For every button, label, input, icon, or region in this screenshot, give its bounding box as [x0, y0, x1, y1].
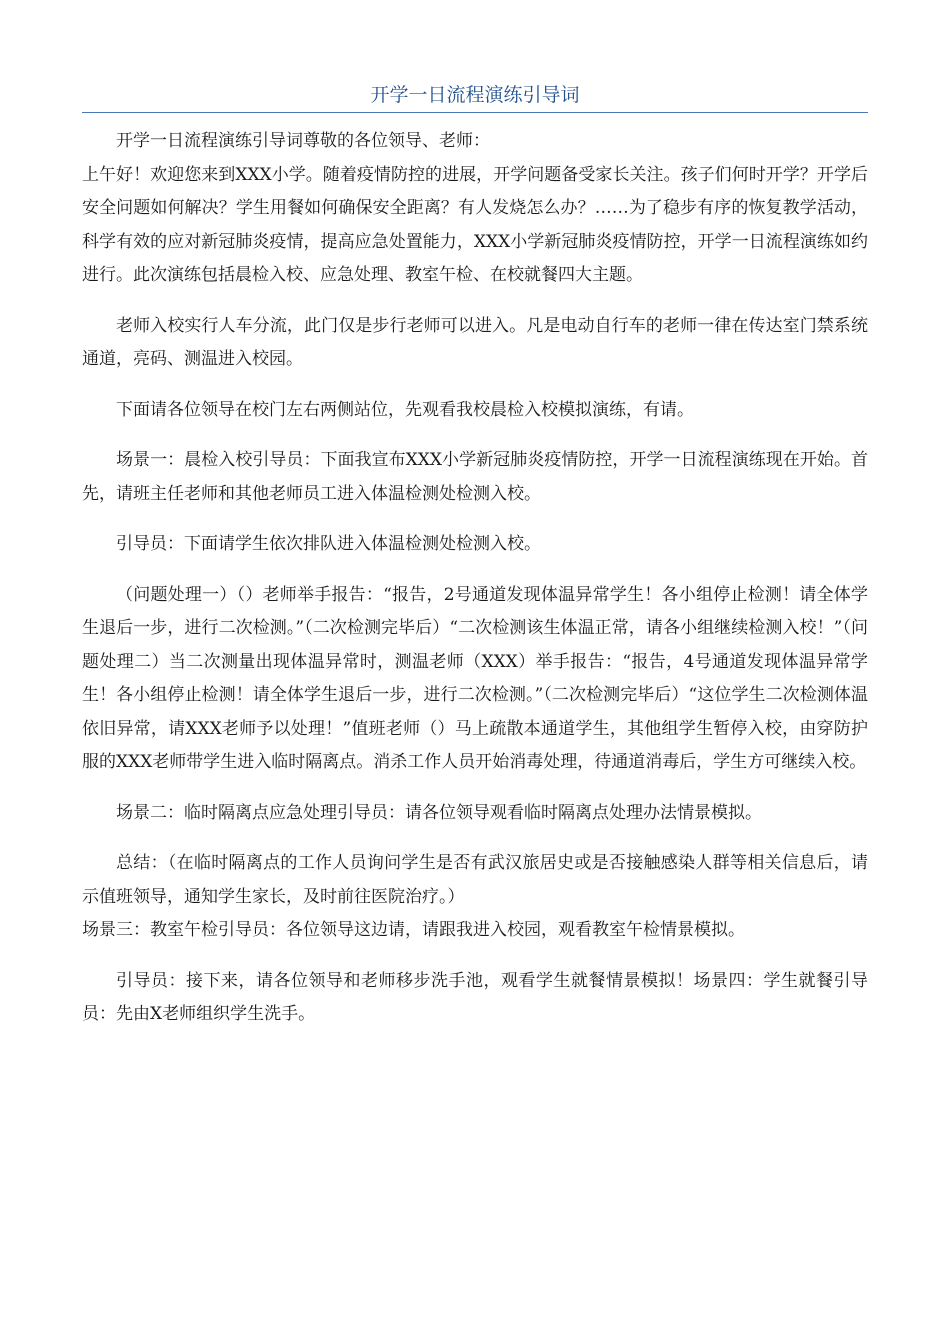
paragraph-scene-one: 场景一：晨检入校引导员：下面我宣布XXX小学新冠肺炎疫情防控，开学一日流程演练现在开始。首先，请班主任老师和其他老师员工进入体温检测处检测入校。	[82, 450, 868, 504]
document-page	[82, 78, 868, 1032]
paragraph-summary: 总结：（在临时隔离点的工作人员询问学生是否有武汉旅居史或是否接触感染人群等相关信息后，请示值班领导，通知学生家长，及时前往医院治疗。）	[82, 853, 868, 907]
paragraph-scene-four: 引导员：接下来，请各位领导和老师移步洗手池，观看学生就餐情景模拟！场景四：学生就餐引导员：先由X老师组织学生洗手。	[82, 970, 868, 1024]
paragraph-scene-three: 场景三：教室午检引导员：各位领导这边请，请跟我进入校园，观看教室午检情景模拟。	[82, 920, 745, 940]
paragraph-teacher-entry: 老师入校实行人车分流，此门仅是步行老师可以进入。凡是电动自行车的老师一律在传达室门禁系统通道，亮码、测温进入校园。	[82, 315, 868, 369]
paragraph-salutation: 开学一日流程演练引导词尊敬的各位领导、老师：	[116, 131, 490, 151]
paragraph-scene-two: 场景二：临时隔离点应急处理引导员：请各位领导观看临时隔离点处理办法情景模拟。	[116, 802, 762, 823]
paragraph-guide-students: 引导员：下面请学生依次排队进入体温检测处检测入校。	[116, 534, 541, 554]
paragraph-problem-handling: （问题处理一）（）老师举手报告：“报告，2号通道发现体温异常学生！各小组停止检测！请全体学生退后一步，进行二次检测。”（二次检测完毕后）“二次检测该生体温正常，请各小组继续检测入校！”（问题处理二）当二次测量出现体温异常时，测温老师（XXX）举手报告：“报告，4号通道发现体温异常学生！各小组停止检测！请全体学生退后一步，进行二次检测。”（二次检测完毕后）“这位学生二次检测体温依旧异常，请XXX老师予以处理！”值班老师（）马上疏散本通道学生，其他组学生暂停入校，由穿防护服的XXX老师带学生进入临时隔离点。消杀工作人员开始消毒处理，待通道消毒后，学生方可继续入校。	[82, 584, 868, 772]
document-title: 开学一日流程演练引导词	[82, 78, 868, 113]
paragraph-welcome: 上午好！欢迎您来到XXX小学。随着疫情防控的进展，开学问题备受家长关注。孩子们何时开学？开学后安全问题如何解决？学生用餐如何确保安全距离？有人发烧怎么办？……为了稳步有序的恢复教学活动，科学有效的应对新冠肺炎疫情，提高应急处置能力，XXX小学新冠肺炎疫情防控，开学一日流程演练如约进行。此次演练包括晨检入校、应急处理、教室午检、在校就餐四大主题。	[82, 164, 868, 285]
paragraph-leaders-position: 下面请各位领导在校门左右两侧站位，先观看我校晨检入校模拟演练，有请。	[116, 399, 694, 420]
